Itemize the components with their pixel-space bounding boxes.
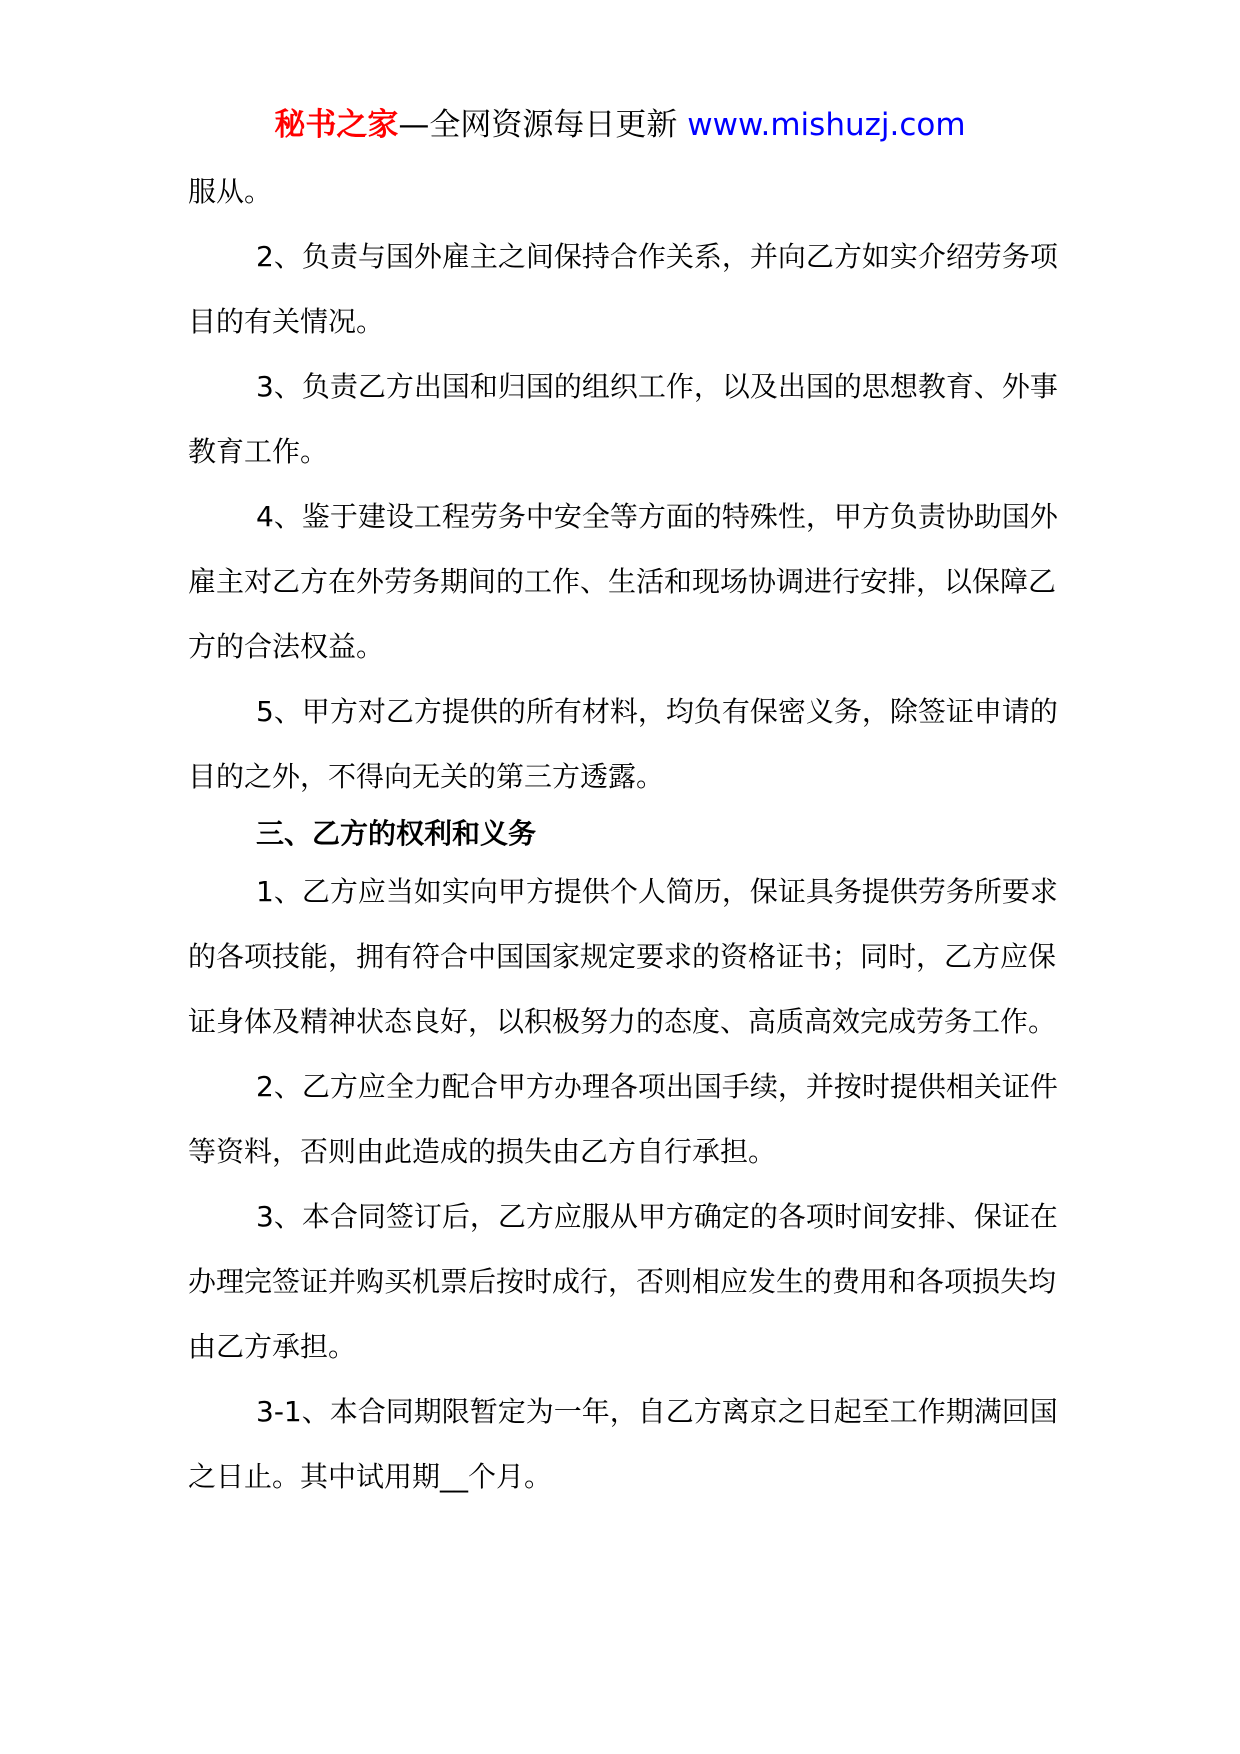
paragraph-party-b-1: 1、乙方应当如实向甲方提供个人简历，保证具务提供劳务所要求的各项技能，拥有符合中国国家规定要求的资格证书；同时，乙方应保证身体及精神状态良好，以积极努力的态度、高质高效完成劳务工作。 bbox=[188, 875, 1058, 1038]
paragraph-item-3: 3、负责乙方出国和归国的组织工作，以及出国的思想教育、外事教育工作。 bbox=[188, 370, 1058, 468]
paragraph-item-4: 4、鉴于建设工程劳务中安全等方面的特殊性，甲方负责协助国外雇主对乙方在外劳务期间的工作、生活和现场协调进行安排，以保障乙方的合法权益。 bbox=[188, 500, 1058, 663]
paragraph-party-b-2: 2、乙方应全力配合甲方办理各项出国手续，并按时提供相关证件等资料，否则由此造成的损失由乙方自行承担。 bbox=[188, 1070, 1058, 1168]
document-body bbox=[188, 159, 1060, 1509]
section-heading-3: 三、乙方的权利和义务 bbox=[256, 817, 537, 850]
page-header bbox=[0, 100, 1240, 150]
paragraph-item-5: 5、甲方对乙方提供的所有材料，均负有保密义务，除签证申请的目的之外，不得向无关的第三方透露。 bbox=[188, 695, 1058, 793]
paragraph-continuation: 服从。 bbox=[188, 175, 273, 208]
brand-name: 秘书之家 bbox=[274, 107, 399, 143]
paragraph-item-2: 2、负责与国外雇主之间保持合作关系，并向乙方如实介绍劳务项目的有关情况。 bbox=[188, 240, 1058, 338]
header-slogan: —全网资源每日更新 bbox=[398, 107, 688, 143]
paragraph-party-b-3-1: 3-1、本合同期限暂定为一年，自乙方离京之日起至工作期满回国之日止。其中试用期__个月。 bbox=[188, 1395, 1058, 1493]
paragraph-party-b-3: 3、本合同签订后，乙方应服从甲方确定的各项时间安排、保证在办理完签证并购买机票后按时成行，否则相应发生的费用和各项损失均由乙方承担。 bbox=[188, 1200, 1058, 1363]
header-url[interactable]: www.mishuzj.com bbox=[687, 107, 966, 143]
